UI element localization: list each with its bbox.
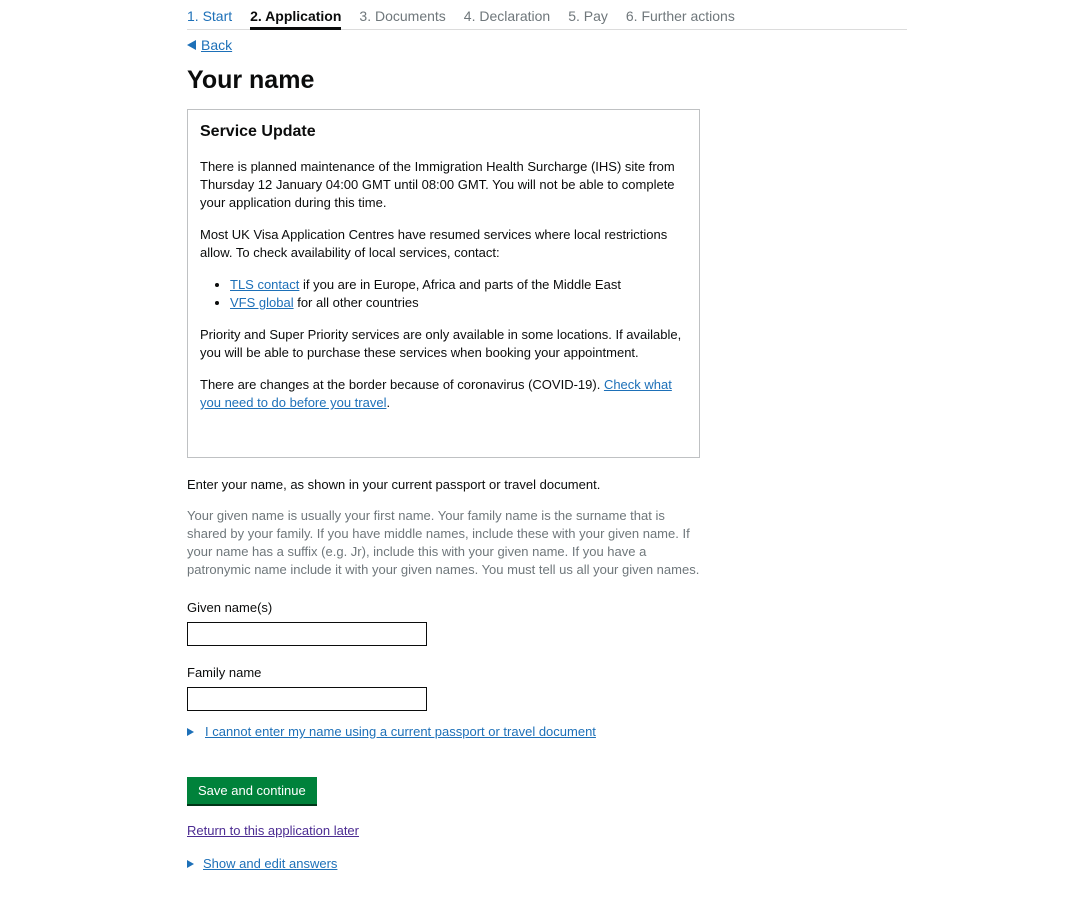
step-pay: 5. Pay — [568, 8, 608, 24]
name-form — [187, 476, 707, 873]
show-edit-answers-link[interactable]: Show and edit answers — [203, 856, 338, 871]
service-update-priority: Priority and Super Priority services are only available in some locations. If available, you will be able to purchase these services when booking your appointment. — [200, 327, 682, 360]
step-application: 2. Application — [250, 0, 341, 30]
service-update-panel — [187, 109, 700, 458]
contact-list — [200, 276, 687, 312]
step-navigation — [187, 0, 907, 30]
covid-text: There are changes at the border because of coronavirus (COVID-19). — [200, 377, 604, 392]
given-name-label: Given name(s) — [187, 600, 273, 615]
tls-contact-link[interactable]: TLS contact — [230, 277, 300, 292]
service-update-visa-centres: Most UK Visa Application Centres have resumed services where local restrictions allow. To check availability of local services, contact: — [200, 227, 668, 260]
tls-contact-text: if you are in Europe, Africa and parts of the Middle East — [299, 277, 621, 292]
service-update-maintenance: There is planned maintenance of the Immigration Health Surcharge (IHS) site from Thursday 12 January 04:00 GMT until 08:00 GMT. You will not be able to complete your application during this time. — [200, 159, 675, 210]
form-intro: Enter your name, as shown in your current passport or travel document. — [187, 477, 601, 492]
step-further-actions: 6. Further actions — [625, 8, 735, 24]
show-answers-details[interactable] — [187, 855, 707, 873]
back-link[interactable]: Back — [201, 37, 233, 53]
service-update-covid — [200, 376, 687, 412]
step-documents: 3. Documents — [359, 8, 446, 24]
expand-triangle-icon — [187, 860, 194, 868]
family-name-label: Family name — [187, 665, 262, 680]
covid-end: . — [386, 395, 391, 410]
cannot-enter-name-link[interactable]: I cannot enter my name using a current passport or travel document — [205, 724, 596, 739]
service-update-title: Service Update — [200, 123, 316, 140]
return-later-link[interactable]: Return to this application later — [187, 823, 359, 838]
vfs-global-link[interactable]: VFS global — [230, 295, 294, 310]
list-item — [230, 294, 687, 312]
step-declaration: 4. Declaration — [463, 8, 551, 24]
check-travel-link[interactable]: Check what you need to do before you travel — [200, 377, 672, 410]
page-title: Your name — [187, 66, 315, 94]
cannot-enter-name-details[interactable] — [187, 723, 707, 741]
step-start[interactable]: 1. Start — [187, 8, 233, 24]
form-hint: Your given name is usually your first name. Your family name is the surname that is shared by your family. If you have middle names, include these with your given name. If your name has a suffix (e.g. Jr), include this with your given name. If you have a patronymic name include it with your given names. You must tell us all your given names. — [187, 508, 700, 577]
vfs-global-text: for all other countries — [293, 295, 419, 310]
back-link-row[interactable] — [187, 38, 907, 52]
given-name-input[interactable] — [187, 622, 427, 646]
page — [187, 0, 907, 871]
expand-triangle-icon — [187, 728, 194, 736]
back-arrow-icon — [187, 40, 196, 50]
family-name-input[interactable] — [187, 687, 427, 711]
list-item — [230, 276, 687, 294]
save-and-continue-button[interactable]: Save and continue — [187, 777, 317, 804]
